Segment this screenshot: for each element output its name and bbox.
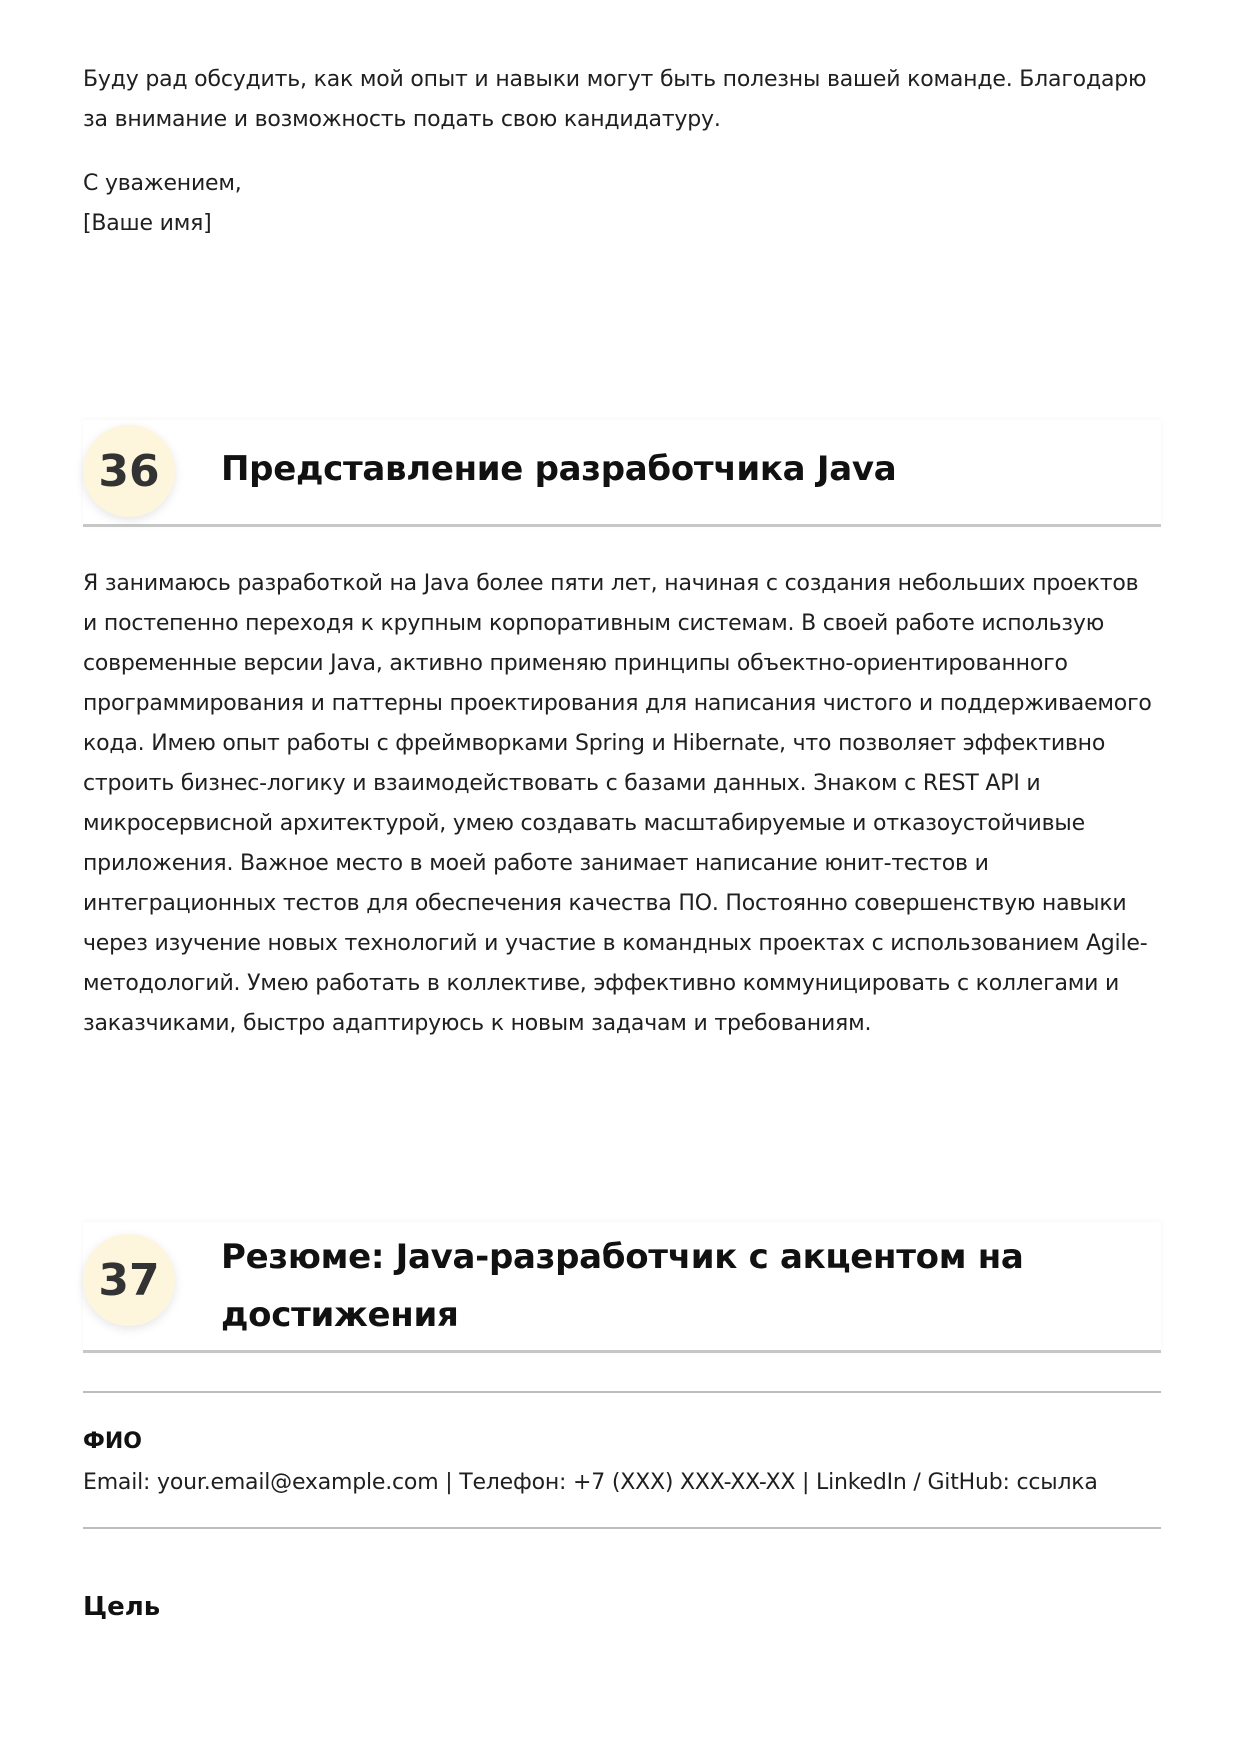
signature-placeholder: [Ваше имя] (83, 211, 212, 236)
section-36-header (83, 420, 1161, 527)
body-line: и постепенно переходя к крупным корпоративным системам. В своей работе использую (83, 611, 1105, 636)
section-number-badge: 36 (83, 425, 175, 517)
closing-paragraph (83, 60, 1161, 140)
body-line: через изучение новых технологий и участие в командных проектах с использованием Agile- (83, 931, 1148, 956)
body-line: современные версии Java, активно применяю принципы объектно-ориентированного (83, 651, 1068, 676)
name-label: ФИО (83, 1429, 142, 1454)
contacts-text: Email: your.email@example.com | Телефон: +7 (XXX) XXX-XX-XX | LinkedIn / GitHub: ссылка (83, 1470, 1098, 1495)
closing-line: Буду рад обсудить, как мой опыт и навыки могут быть полезны вашей команде. Благодарю (83, 67, 1147, 92)
section-number-badge: 37 (83, 1234, 175, 1326)
closing-line: за внимание и возможность подать свою кандидатуру. (83, 107, 721, 132)
section-title (221, 1228, 1024, 1344)
divider (83, 1391, 1161, 1393)
body-line: приложения. Важное место в моей работе занимает написание юнит-тестов и (83, 851, 989, 876)
section-36-body (83, 564, 1161, 1044)
salutation: С уважением, (83, 171, 242, 196)
goal-heading: Цель (83, 1592, 161, 1622)
body-line: интеграционных тестов для обеспечения качества ПО. Постоянно совершенствую навыки (83, 891, 1127, 916)
contacts-line (83, 1463, 1161, 1503)
body-line: Я занимаюсь разработкой на Java более пяти лет, начиная с создания небольших проектов (83, 571, 1139, 596)
section-37-header (83, 1222, 1161, 1353)
body-line: методологий. Умею работать в коллективе, эффективно коммуницировать с коллегами и (83, 971, 1120, 996)
divider (83, 1527, 1161, 1529)
closing-signoff (83, 164, 1161, 244)
section-title: Представление разработчика Java (221, 449, 897, 489)
section-title-line: достижения (221, 1295, 459, 1335)
body-line: заказчиками, быстро адаптируюсь к новым задачам и требованиям. (83, 1011, 872, 1036)
section-title-line: Резюме: Java-разработчик с акцентом на (221, 1237, 1024, 1277)
body-line: программирования и паттерны проектирования для написания чистого и поддерживаемого (83, 691, 1152, 716)
body-line: кода. Имею опыт работы с фреймворками Spring и Hibernate, что позволяет эффективно (83, 731, 1106, 756)
body-line: строить бизнес-логику и взаимодействовать с базами данных. Знаком с REST API и (83, 771, 1041, 796)
body-line: микросервисной архитектурой, умею создавать масштабируемые и отказоустойчивые (83, 811, 1085, 836)
